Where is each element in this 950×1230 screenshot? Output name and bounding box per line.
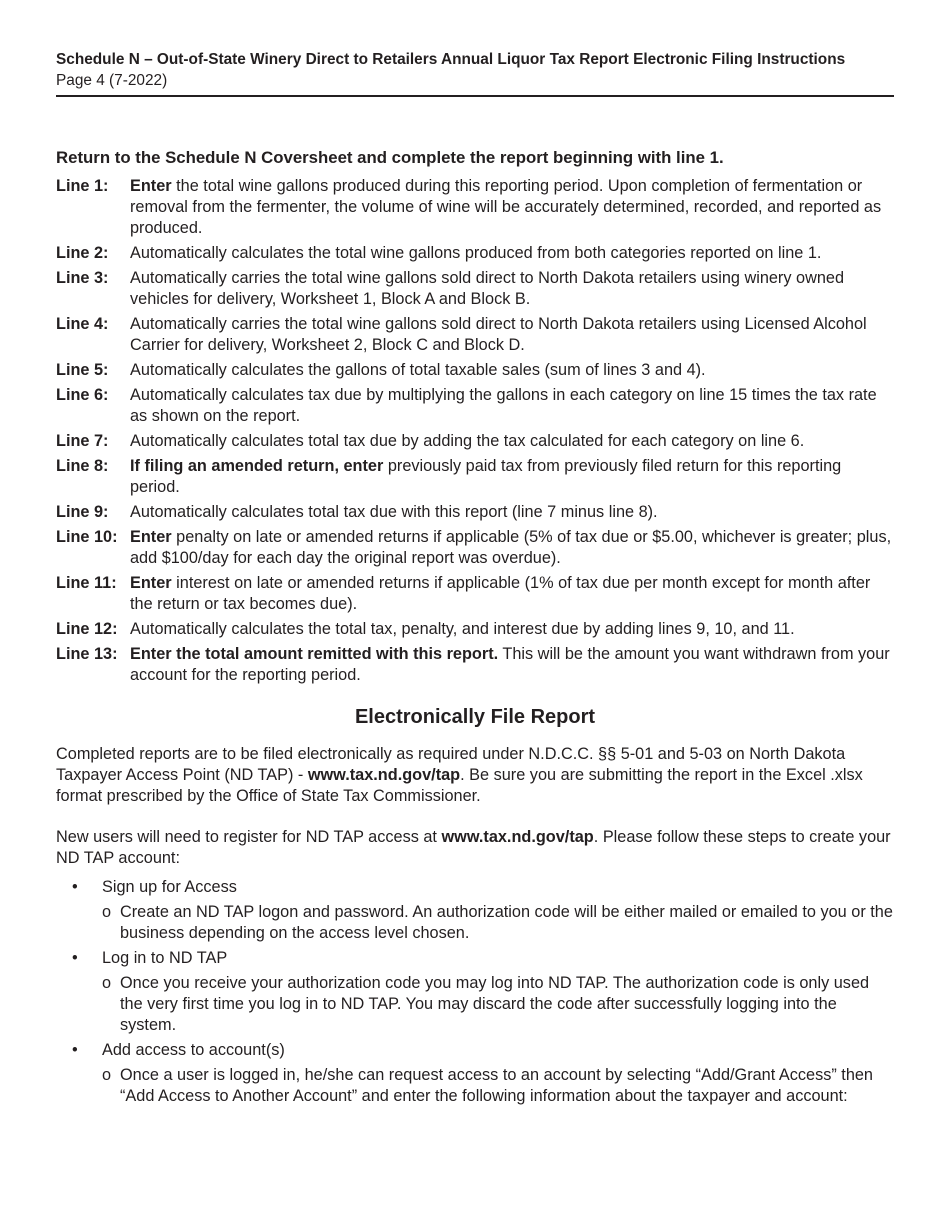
- line-description: Automatically calculates total tax due by adding the tax calculated for each category on line 6.: [130, 432, 805, 450]
- step-detail-text: Once a user is logged in, he/she can request access to an account by selecting “Add/Grant Access” then “Add Access to Another Account” and enter the following information about the taxpayer and account:: [120, 1066, 873, 1105]
- step-title: Log in to ND TAP: [102, 949, 228, 967]
- line-description: Automatically calculates the total wine gallons produced from both categories reported on line 1.: [130, 244, 822, 262]
- header-divider: [56, 95, 894, 97]
- page-header: [56, 50, 894, 97]
- line-item: [56, 314, 894, 356]
- line-label: Line 2:: [56, 244, 109, 262]
- step-detail: [102, 973, 894, 1036]
- line-label: Line 11:: [56, 574, 117, 592]
- line-description: Enter interest on late or amended returns if applicable (1% of tax due per month except for month after the return or tax becomes due).: [130, 574, 871, 613]
- tap-link[interactable]: www.tax.nd.gov/tap: [307, 766, 461, 784]
- line-description: Automatically calculates the total tax, penalty, and interest due by adding lines 9, 10, and 11.: [130, 620, 795, 638]
- line-label: Line 3:: [56, 269, 109, 287]
- step-item: [72, 1040, 894, 1061]
- line-item: [56, 502, 894, 523]
- line-label: Line 7:: [56, 432, 109, 450]
- line-label: Line 10:: [56, 528, 118, 546]
- line-description: If filing an amended return, enter previously paid tax from previously filed return for this reporting period.: [130, 457, 842, 496]
- line-label: Line 13:: [56, 645, 118, 663]
- line-item: [56, 176, 894, 239]
- line-description: Enter the total wine gallons produced during this reporting period. Upon completion of fermentation or removal from the fermenter, the volume of wine will be accurately determined, recorded, and reported as produced.: [130, 177, 882, 237]
- line-item: [56, 268, 894, 310]
- document-page: [56, 50, 894, 1111]
- line-item: [56, 527, 894, 569]
- line-label: Line 5:: [56, 361, 109, 379]
- line-description: Automatically calculates total tax due with this report (line 7 minus line 8).: [130, 503, 658, 521]
- efile-heading: Electronically File Report: [354, 706, 596, 728]
- step-title: Sign up for Access: [102, 878, 237, 896]
- line-description: Automatically carries the total wine gallons sold direct to North Dakota retailers using Licensed Alcohol Carrier for delivery, Worksheet 2, Block C and Block D.: [130, 315, 867, 354]
- instructions-heading: Return to the Schedule N Coversheet and complete the report beginning with line 1.: [56, 148, 724, 167]
- registration-steps: [56, 877, 894, 1107]
- line-description: Automatically carries the total wine gallons sold direct to North Dakota retailers using winery owned vehicles for delivery, Worksheet 1, Block A and Block B.: [130, 269, 844, 308]
- line-item: [56, 619, 894, 640]
- line-item: [56, 644, 894, 686]
- line-label: Line 1:: [56, 177, 109, 195]
- line-label: Line 12:: [56, 620, 118, 638]
- line-item: [56, 456, 894, 498]
- bullet-icon: •: [72, 878, 78, 896]
- sub-bullet-icon: o: [102, 1066, 112, 1084]
- sub-bullet-icon: o: [102, 903, 112, 921]
- line-item: [56, 243, 894, 264]
- bullet-icon: •: [72, 1041, 78, 1059]
- sub-bullet-icon: o: [102, 974, 112, 992]
- step-detail: [102, 902, 894, 944]
- efile-paragraph-2: New users will need to register for ND TAP access at www.tax.nd.gov/tap. Please follow these steps to create your ND TAP account:: [56, 828, 891, 867]
- line-instructions-list: [56, 176, 894, 686]
- line-item: [56, 360, 894, 381]
- header-page-number: Page 4 (7-2022): [56, 72, 168, 89]
- line-label: Line 6:: [56, 386, 109, 404]
- line-item: [56, 431, 894, 452]
- step-item: [72, 877, 894, 898]
- line-description: Automatically calculates the gallons of total taxable sales (sum of lines 3 and 4).: [130, 361, 706, 379]
- line-item: [56, 385, 894, 427]
- line-description: Enter the total amount remitted with this report. This will be the amount you want withdrawn from your account for the reporting period.: [130, 645, 890, 684]
- tap-link[interactable]: www.tax.nd.gov/tap: [441, 828, 594, 846]
- line-label: Line 8:: [56, 457, 109, 475]
- header-title: Schedule N – Out-of-State Winery Direct to Retailers Annual Liquor Tax Report Electronic Filing Instructions: [56, 51, 846, 68]
- bullet-icon: •: [72, 949, 78, 967]
- line-label: Line 9:: [56, 503, 109, 521]
- line-description: Automatically calculates tax due by multiplying the gallons in each category on line 15 times the tax rate as shown on the report.: [130, 386, 877, 425]
- line-item: [56, 573, 894, 615]
- line-description: Enter penalty on late or amended returns if applicable (5% of tax due or $5.00, whichever is greater; plus, add $100/day for each day the original report was overdue).: [130, 528, 892, 567]
- step-detail: [102, 1065, 894, 1107]
- step-item: [72, 948, 894, 969]
- step-detail-text: Once you receive your authorization code you may log into ND TAP. The authorization code is only used the very first time you log in to ND TAP. You may discard the code after successfully logging into the system.: [120, 974, 870, 1034]
- step-title: Add access to account(s): [102, 1041, 285, 1059]
- step-detail-text: Create an ND TAP logon and password. An authorization code will be either mailed or emailed to you or the business depending on the access level chosen.: [120, 903, 893, 942]
- line-label: Line 4:: [56, 315, 109, 333]
- efile-paragraph-1: Completed reports are to be filed electronically as required under N.D.C.C. §§ 5-01 and 5-03 on North Dakota Taxpayer Access Point (ND TAP) - www.tax.nd.gov/tap. Be sure you are submitting the report in the Excel .xlsx format prescribed by the Office of State Tax Commissioner.: [56, 745, 863, 805]
